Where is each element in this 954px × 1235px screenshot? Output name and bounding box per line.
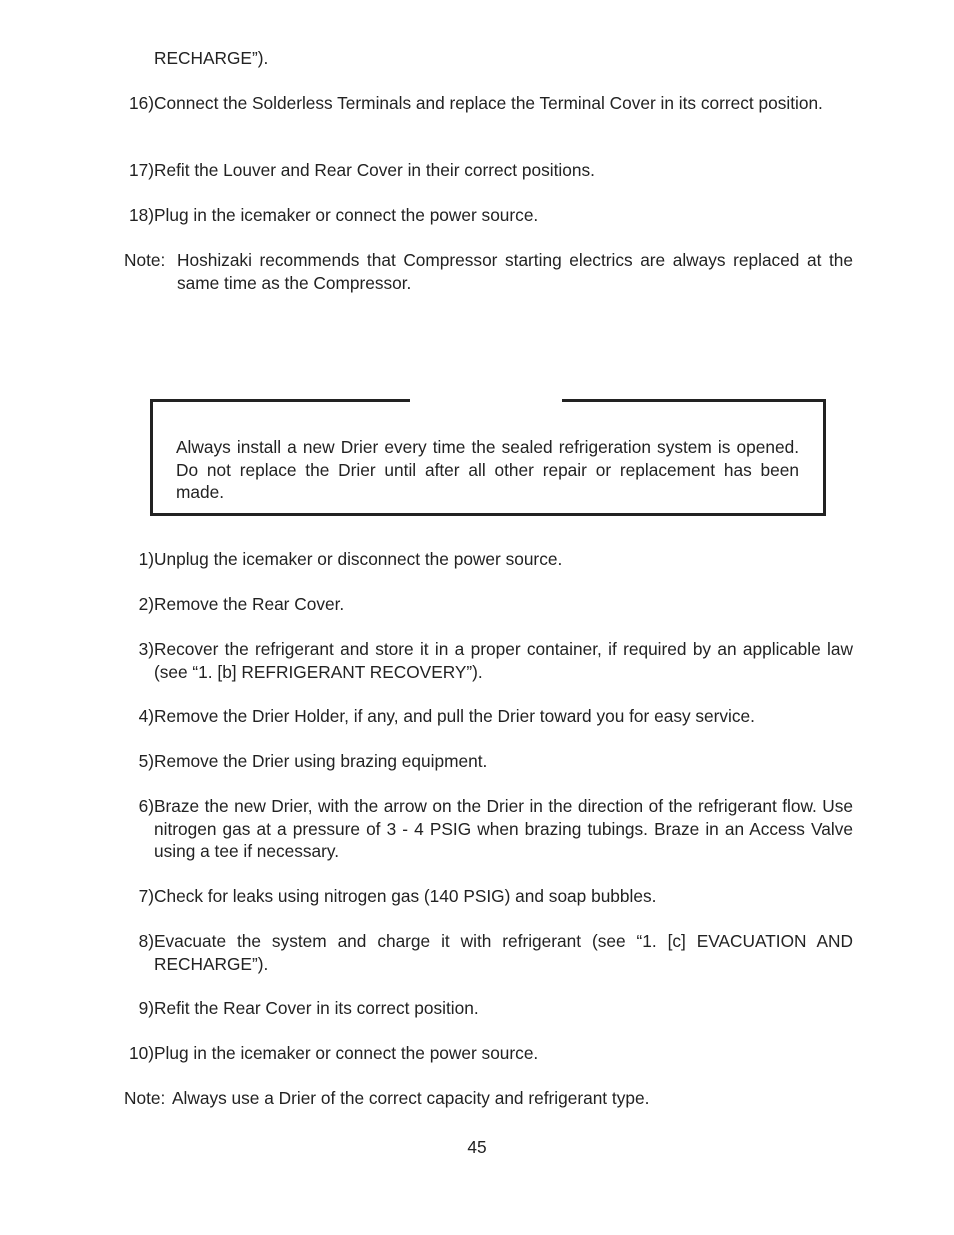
step-number: 8) bbox=[138, 931, 154, 951]
step-number: 10) bbox=[129, 1043, 154, 1063]
page-number: 45 bbox=[467, 1137, 487, 1157]
step-text: Unplug the icemaker or disconnect the power source. bbox=[154, 549, 563, 569]
continued-step-text: RECHARGE”). bbox=[154, 48, 269, 68]
step-text: Braze the new Drier, with the arrow on the Drier in the direction of the refrigerant flow. Use nitrogen gas at a pressure of 3 - 4 PSIG when brazing tubings. Braze in an Access Valve using a tee if necessary. bbox=[154, 796, 853, 861]
step-number: 5) bbox=[138, 751, 154, 771]
step-17 bbox=[124, 159, 853, 182]
step-10 bbox=[124, 1042, 853, 1065]
step-text: Refit the Rear Cover in its correct position. bbox=[154, 998, 479, 1018]
step-number: 6) bbox=[138, 796, 154, 816]
step-text: Plug in the icemaker or connect the power source. bbox=[154, 1043, 539, 1063]
step-text: Connect the Solderless Terminals and replace the Terminal Cover in its correct position. bbox=[154, 93, 823, 113]
step-9 bbox=[124, 997, 853, 1020]
note-label: Note: bbox=[124, 250, 166, 270]
step-2 bbox=[124, 593, 853, 616]
box-title-gap bbox=[410, 396, 562, 404]
step-number: 17) bbox=[129, 160, 154, 180]
step-6 bbox=[124, 795, 853, 863]
step-1 bbox=[124, 548, 853, 571]
step-text: Evacuate the system and charge it with refrigerant (see “1. [c] EVACUATION AND RECHARGE”). bbox=[154, 931, 853, 974]
step-number: 7) bbox=[138, 886, 154, 906]
step-number: 2) bbox=[138, 594, 154, 614]
important-box-text: Always install a new Drier every time the sealed refrigeration system is opened. Do not replace the Drier until after all other repair or replacement has been made. bbox=[176, 437, 799, 502]
step-16 bbox=[124, 92, 853, 115]
step-8 bbox=[124, 930, 853, 975]
note-label: Note: bbox=[124, 1088, 166, 1108]
note-text: Always use a Drier of the correct capacity and refrigerant type. bbox=[172, 1088, 650, 1108]
note-drier bbox=[124, 1087, 853, 1110]
step-text: Refit the Louver and Rear Cover in their correct positions. bbox=[154, 160, 595, 180]
note-text: Hoshizaki recommends that Compressor starting electrics are always replaced at the same time as the Compressor. bbox=[177, 250, 853, 293]
step-5 bbox=[124, 750, 853, 773]
step-text: Recover the refrigerant and store it in a proper container, if required by an applicable law (see “1. [b] REFRIGERANT RECOVERY”). bbox=[154, 639, 853, 682]
step-text: Remove the Drier Holder, if any, and pull the Drier toward you for easy service. bbox=[154, 706, 755, 726]
step-number: 4) bbox=[138, 706, 154, 726]
step-4 bbox=[124, 705, 853, 728]
step-text: Check for leaks using nitrogen gas (140 PSIG) and soap bubbles. bbox=[154, 886, 657, 906]
note-compressor bbox=[124, 249, 853, 294]
step-number: 1) bbox=[138, 549, 154, 569]
step-text: Plug in the icemaker or connect the power source. bbox=[154, 205, 539, 225]
step-3 bbox=[124, 638, 853, 683]
step-number: 18) bbox=[129, 205, 154, 225]
step-number: 3) bbox=[138, 639, 154, 659]
step-18 bbox=[124, 204, 853, 227]
step-number: 9) bbox=[138, 998, 154, 1018]
step-7 bbox=[124, 885, 853, 908]
step-text: Remove the Rear Cover. bbox=[154, 594, 345, 614]
step-text: Remove the Drier using brazing equipment. bbox=[154, 751, 488, 771]
step-number: 16) bbox=[129, 93, 154, 113]
